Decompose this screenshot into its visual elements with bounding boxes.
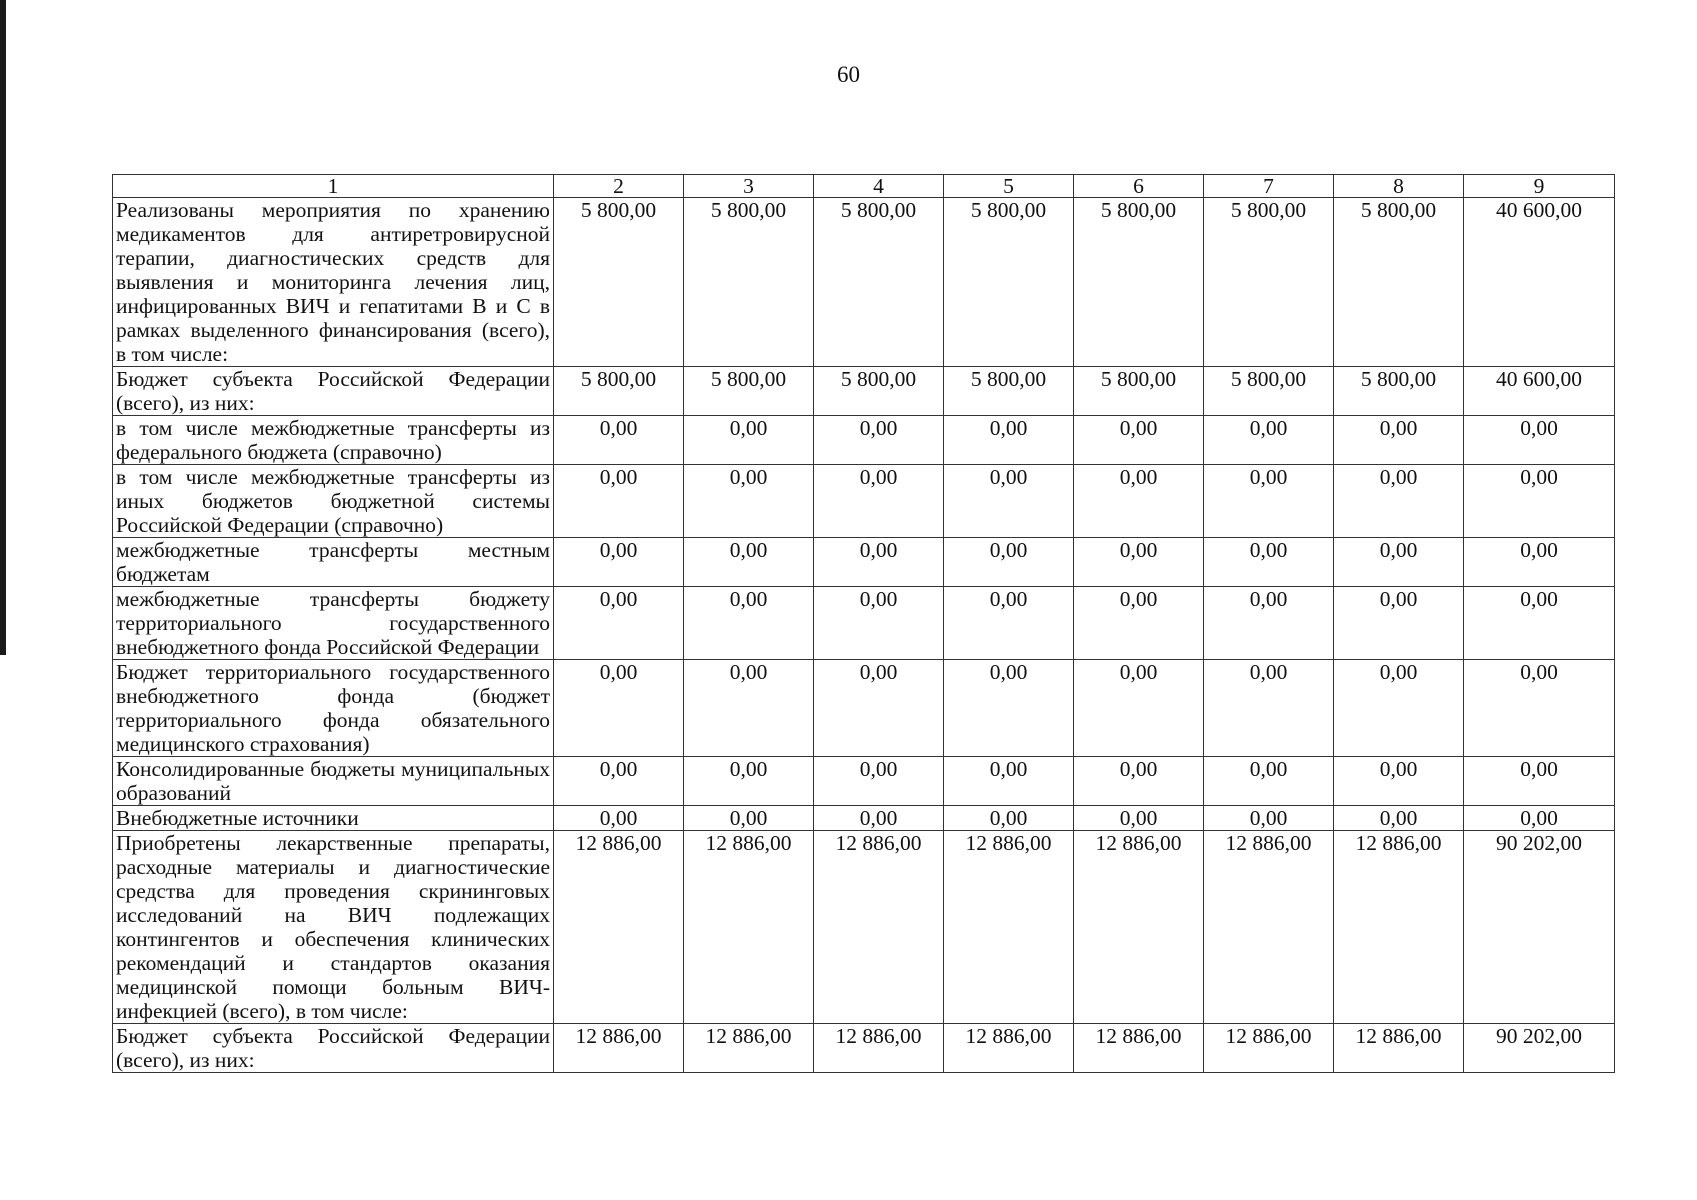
scan-edge-shadow	[0, 0, 6, 655]
value-cell: 12 886,00	[1334, 831, 1464, 1024]
table-row	[113, 660, 1615, 757]
row-label: межбюджетные трансферты местным бюджетам	[113, 538, 554, 587]
table-row	[113, 831, 1615, 1024]
value-cell: 0,00	[1334, 660, 1464, 757]
value-cell: 0,00	[1074, 757, 1204, 806]
value-cell: 0,00	[1464, 587, 1615, 660]
value-cell: 0,00	[554, 757, 684, 806]
value-cell: 0,00	[1204, 538, 1334, 587]
column-header: 8	[1334, 175, 1464, 198]
value-cell: 12 886,00	[684, 831, 814, 1024]
value-cell: 12 886,00	[814, 831, 944, 1024]
value-cell: 0,00	[1074, 538, 1204, 587]
value-cell: 0,00	[1334, 538, 1464, 587]
value-cell: 0,00	[814, 416, 944, 465]
value-cell: 0,00	[684, 806, 814, 831]
value-cell: 0,00	[554, 465, 684, 538]
value-cell: 0,00	[944, 416, 1074, 465]
value-cell: 90 202,00	[1464, 831, 1615, 1024]
value-cell: 5 800,00	[814, 367, 944, 416]
table-row	[113, 757, 1615, 806]
value-cell: 40 600,00	[1464, 198, 1615, 367]
value-cell: 0,00	[1204, 416, 1334, 465]
value-cell: 5 800,00	[1074, 198, 1204, 367]
column-header: 7	[1204, 175, 1334, 198]
table-row	[113, 465, 1615, 538]
table-row	[113, 416, 1615, 465]
value-cell: 5 800,00	[684, 367, 814, 416]
value-cell: 5 800,00	[1334, 198, 1464, 367]
value-cell: 12 886,00	[1204, 831, 1334, 1024]
value-cell: 0,00	[1074, 465, 1204, 538]
table-row	[113, 806, 1615, 831]
value-cell: 5 800,00	[944, 367, 1074, 416]
value-cell: 0,00	[684, 538, 814, 587]
table-row	[113, 1024, 1615, 1073]
value-cell: 12 886,00	[944, 831, 1074, 1024]
value-cell: 5 800,00	[1334, 367, 1464, 416]
value-cell: 0,00	[944, 587, 1074, 660]
column-header: 9	[1464, 175, 1615, 198]
table-row	[113, 538, 1615, 587]
value-cell: 0,00	[1464, 806, 1615, 831]
table-row	[113, 587, 1615, 660]
value-cell: 5 800,00	[814, 198, 944, 367]
row-label: Приобретены лекарственные препараты, расходные материалы и диагностические средства для проведения скрининговых исследований на ВИЧ подлежащих контингентов и обеспечения клинических рекомендаций и стандартов оказания медицинской помощи больным ВИЧ-инфекцией (всего), в том числе:	[113, 831, 554, 1024]
value-cell: 0,00	[1074, 587, 1204, 660]
value-cell: 12 886,00	[814, 1024, 944, 1073]
value-cell: 0,00	[944, 538, 1074, 587]
row-label: Бюджет субъекта Российской Федерации (всего), из них:	[113, 1024, 554, 1073]
value-cell: 0,00	[1464, 416, 1615, 465]
value-cell: 0,00	[1074, 416, 1204, 465]
value-cell: 12 886,00	[1074, 831, 1204, 1024]
value-cell: 0,00	[944, 465, 1074, 538]
budget-table	[112, 174, 1615, 1073]
value-cell: 0,00	[1464, 660, 1615, 757]
value-cell: 0,00	[814, 757, 944, 806]
row-label: в том числе межбюджетные трансферты из федерального бюджета (справочно)	[113, 416, 554, 465]
value-cell: 5 800,00	[1074, 367, 1204, 416]
value-cell: 12 886,00	[684, 1024, 814, 1073]
page-number: 60	[837, 62, 860, 87]
value-cell: 0,00	[1334, 587, 1464, 660]
value-cell: 0,00	[944, 660, 1074, 757]
value-cell: 0,00	[944, 806, 1074, 831]
value-cell: 0,00	[1204, 660, 1334, 757]
row-label: Консолидированные бюджеты муниципальных образований	[113, 757, 554, 806]
value-cell: 5 800,00	[1204, 198, 1334, 367]
row-label: Бюджет территориального государственного внебюджетного фонда (бюджет территориального фонда обязательного медицинского страхования)	[113, 660, 554, 757]
value-cell: 5 800,00	[1204, 367, 1334, 416]
value-cell: 12 886,00	[554, 831, 684, 1024]
value-cell: 0,00	[814, 538, 944, 587]
value-cell: 0,00	[1334, 757, 1464, 806]
value-cell: 0,00	[1464, 538, 1615, 587]
value-cell: 0,00	[814, 660, 944, 757]
column-header: 2	[554, 175, 684, 198]
column-header: 4	[814, 175, 944, 198]
value-cell: 12 886,00	[1204, 1024, 1334, 1073]
value-cell: 0,00	[1204, 587, 1334, 660]
column-header: 1	[113, 175, 554, 198]
value-cell: 0,00	[944, 757, 1074, 806]
value-cell: 0,00	[1334, 465, 1464, 538]
value-cell: 5 800,00	[554, 367, 684, 416]
value-cell: 0,00	[1334, 416, 1464, 465]
value-cell: 12 886,00	[554, 1024, 684, 1073]
value-cell: 0,00	[1334, 806, 1464, 831]
value-cell: 12 886,00	[1334, 1024, 1464, 1073]
value-cell: 0,00	[814, 806, 944, 831]
value-cell: 5 800,00	[684, 198, 814, 367]
table-row	[113, 367, 1615, 416]
value-cell: 0,00	[684, 416, 814, 465]
value-cell: 0,00	[554, 660, 684, 757]
value-cell: 0,00	[554, 538, 684, 587]
row-label: Бюджет субъекта Российской Федерации (всего), из них:	[113, 367, 554, 416]
value-cell: 0,00	[1204, 806, 1334, 831]
value-cell: 0,00	[684, 757, 814, 806]
column-header: 6	[1074, 175, 1204, 198]
column-header: 3	[684, 175, 814, 198]
value-cell: 0,00	[1464, 757, 1615, 806]
value-cell: 5 800,00	[554, 198, 684, 367]
value-cell: 0,00	[554, 806, 684, 831]
value-cell: 0,00	[684, 660, 814, 757]
value-cell: 0,00	[1464, 465, 1615, 538]
value-cell: 12 886,00	[944, 1024, 1074, 1073]
column-header: 5	[944, 175, 1074, 198]
value-cell: 0,00	[554, 587, 684, 660]
table-row	[113, 198, 1615, 367]
value-cell: 90 202,00	[1464, 1024, 1615, 1073]
header-row	[113, 175, 1615, 198]
value-cell: 40 600,00	[1464, 367, 1615, 416]
value-cell: 0,00	[1204, 465, 1334, 538]
value-cell: 5 800,00	[944, 198, 1074, 367]
value-cell: 0,00	[684, 587, 814, 660]
value-cell: 12 886,00	[1074, 1024, 1204, 1073]
value-cell: 0,00	[814, 465, 944, 538]
value-cell: 0,00	[1074, 806, 1204, 831]
row-label: Реализованы мероприятия по хранению медикаментов для антиретровирусной терапии, диагностических средств для выявления и мониторинга лечения лиц, инфицированных ВИЧ и гепатитами В и С в рамках выделенного финансирования (всего), в том числе:	[113, 198, 554, 367]
value-cell: 0,00	[1074, 660, 1204, 757]
value-cell: 0,00	[1204, 757, 1334, 806]
value-cell: 0,00	[814, 587, 944, 660]
row-label: в том числе межбюджетные трансферты из иных бюджетов бюджетной системы Российской Федерации (справочно)	[113, 465, 554, 538]
row-label: межбюджетные трансферты бюджету территориального государственного внебюджетного фонда Российской Федерации	[113, 587, 554, 660]
row-label: Внебюджетные источники	[113, 806, 554, 831]
value-cell: 0,00	[684, 465, 814, 538]
value-cell: 0,00	[554, 416, 684, 465]
